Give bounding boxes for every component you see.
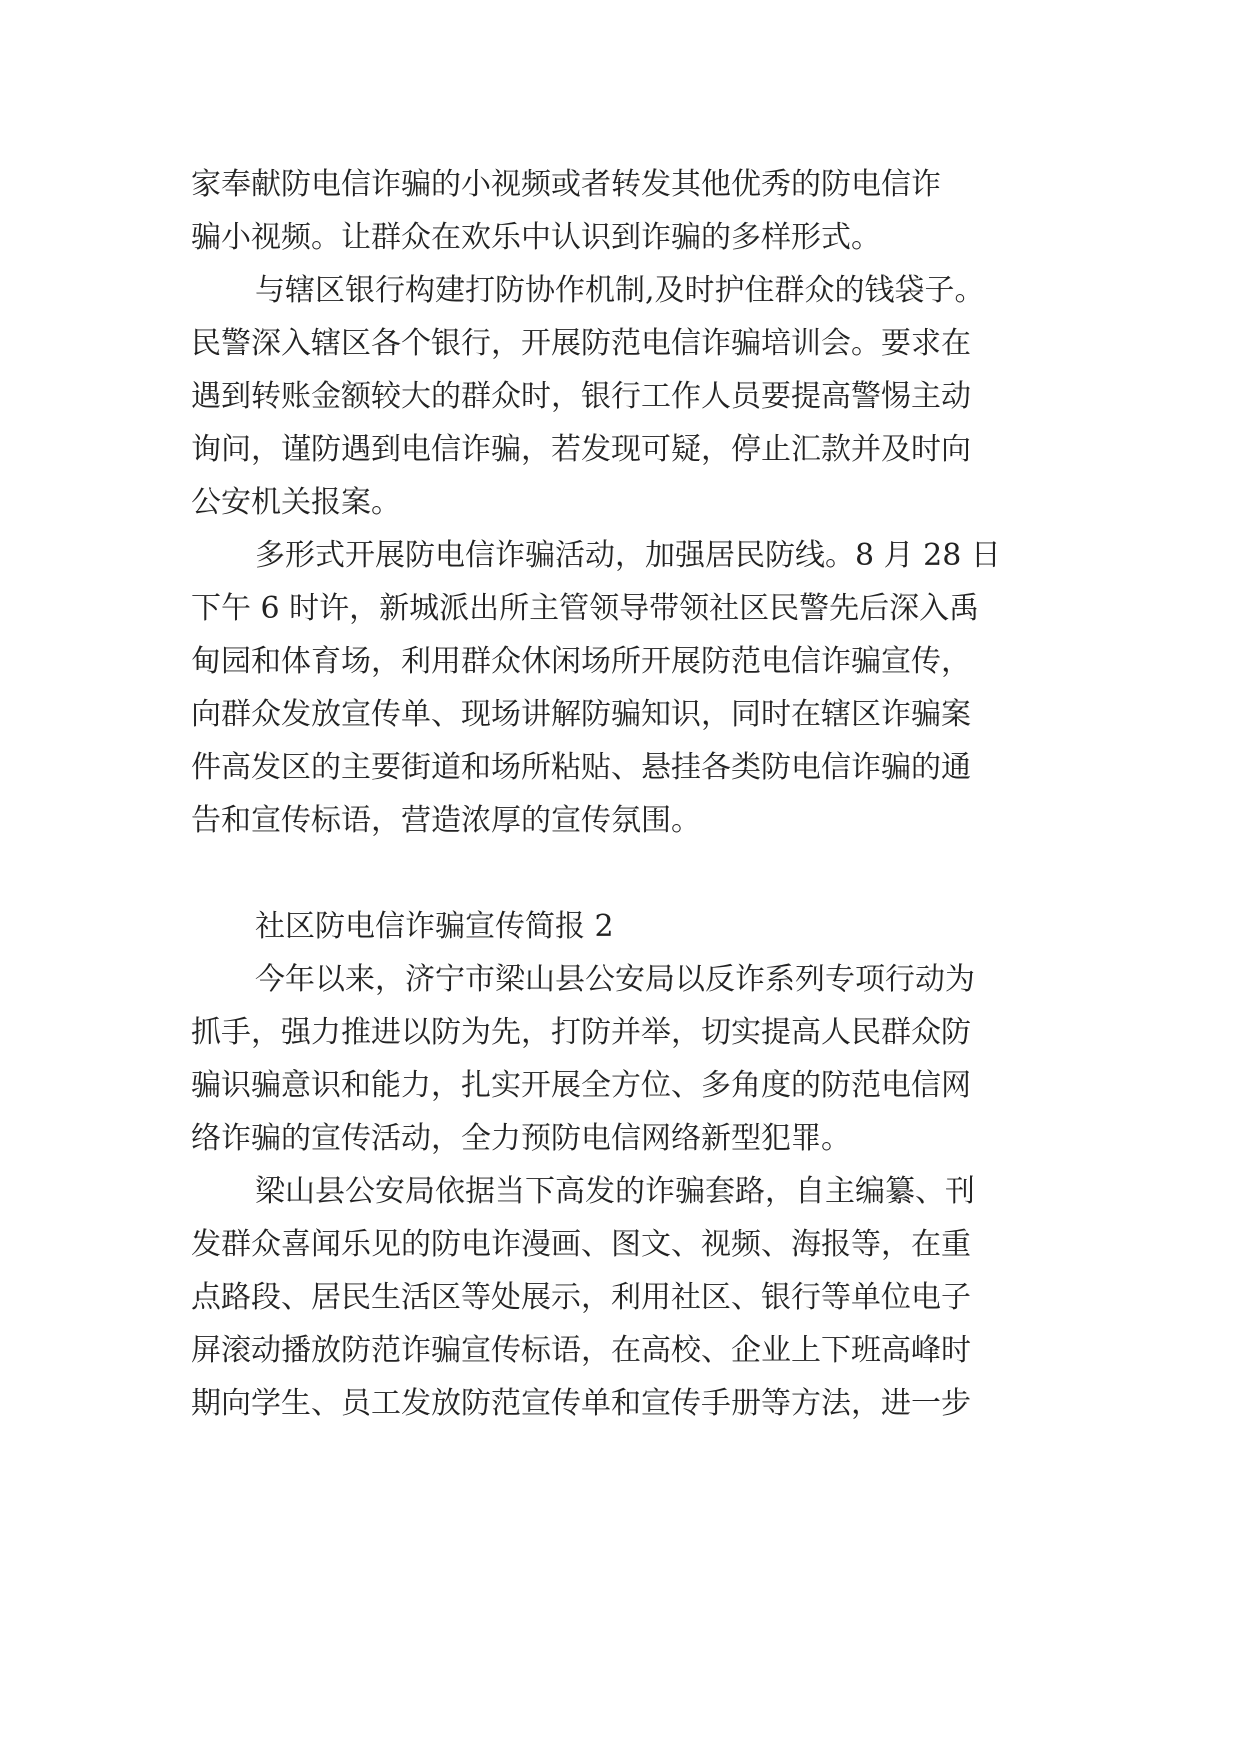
text-line: 告和宣传标语，营造浓厚的宣传氛围。 [191,803,701,838]
text-line: 骗识骗意识和能力，扎实开展全方位、多角度的防范电信网 [191,1068,971,1103]
text-line: 甸园和体育场，利用群众休闲场所开展防范电信诈骗宣传， [191,644,971,679]
section-heading: 社区防电信诈骗宣传简报 2 [255,909,614,944]
text-line: 骗小视频。让群众在欢乐中认识到诈骗的多样形式。 [191,220,881,255]
text-line: 屏滚动播放防范诈骗宣传标语，在高校、企业上下班高峰时 [191,1333,971,1368]
text-line: 抓手，强力推进以防为先，打防并举，切实提高人民群众防 [191,1015,971,1050]
text-line: 询问，谨防遇到电信诈骗，若发现可疑，停止汇款并及时向 [191,432,971,467]
paragraph-start-line: 今年以来，济宁市梁山县公安局以反诈系列专项行动为 [255,962,975,997]
paragraph-start-line: 梁山县公安局依据当下高发的诈骗套路，自主编纂、刊 [255,1174,975,1209]
document-body [191,158,1071,1430]
text-line: 络诈骗的宣传活动，全力预防电信网络新型犯罪。 [191,1121,851,1156]
text-line: 遇到转账金额较大的群众时，银行工作人员要提高警惕主动 [191,379,971,414]
text-line: 件高发区的主要街道和场所粘贴、悬挂各类防电信诈骗的通 [191,750,971,785]
text-line: 家奉献防电信诈骗的小视频或者转发其他优秀的防电信诈 [191,167,941,202]
paragraph-start-line: 与辖区银行构建打防协作机制,及时护住群众的钱袋子。 [255,273,985,308]
text-line: 发群众喜闻乐见的防电诈漫画、图文、视频、海报等，在重 [191,1227,971,1262]
text-line: 期向学生、员工发放防范宣传单和宣传手册等方法，进一步 [191,1386,971,1421]
text-line: 公安机关报案。 [191,485,401,520]
text-line: 向群众发放宣传单、现场讲解防骗知识，同时在辖区诈骗案 [191,697,971,732]
text-line: 点路段、居民生活区等处展示，利用社区、银行等单位电子 [191,1280,971,1315]
text-line: 民警深入辖区各个银行，开展防范电信诈骗培训会。要求在 [191,326,971,361]
paragraph-gap [191,847,1071,900]
text-line: 下午 6 时许，新城派出所主管领导带领社区民警先后深入禹 [191,591,980,626]
paragraph-start-line: 多形式开展防电信诈骗活动，加强居民防线。8 月 28 日 [255,538,1001,573]
